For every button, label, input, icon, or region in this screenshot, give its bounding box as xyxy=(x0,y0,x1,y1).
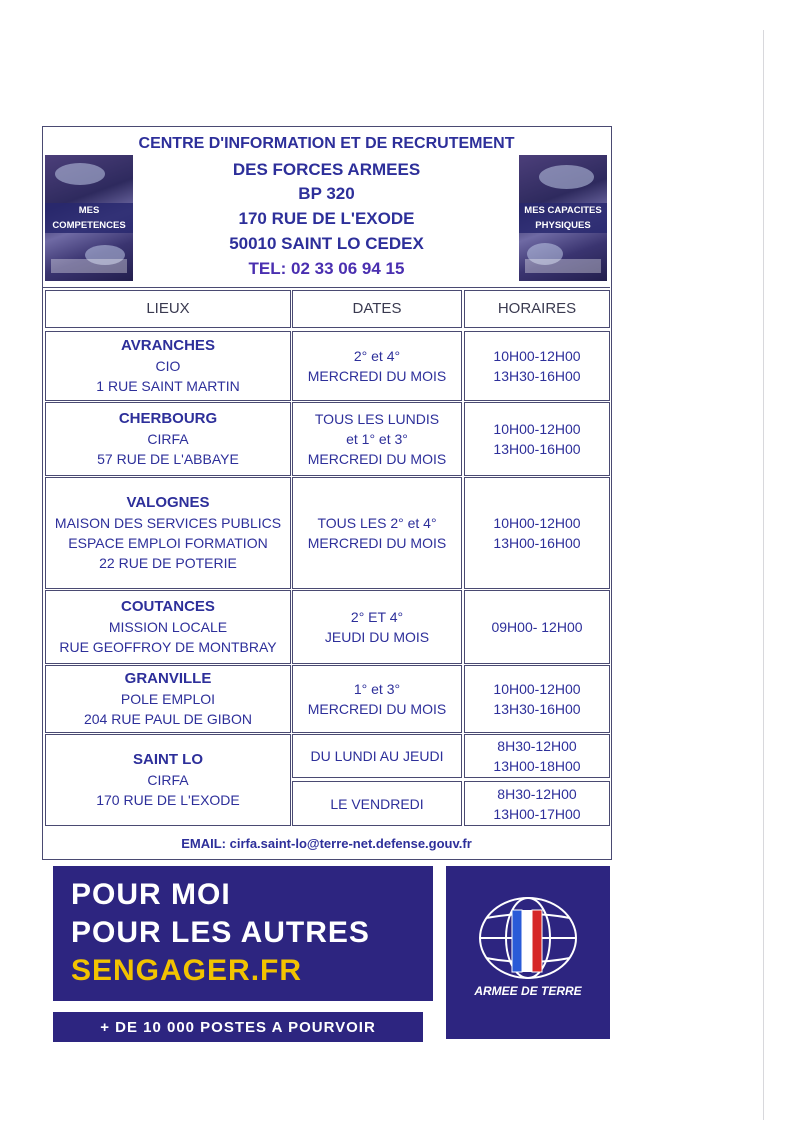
hours-line: 13H00-16H00 xyxy=(493,441,581,457)
table-row-hours xyxy=(464,734,610,778)
hours-line: 09H00- 12H00 xyxy=(491,619,583,635)
location-name: SAINT LO xyxy=(133,751,203,768)
location-address: 204 RUE PAUL DE GIBON xyxy=(83,711,253,727)
armee-de-terre-logo xyxy=(446,866,610,1039)
date-line: 2° ET 4° xyxy=(350,609,404,625)
email-line: EMAIL: cirfa.saint-lo@terre-net.defense.gouv.fr xyxy=(181,835,472,851)
table-row-location xyxy=(45,477,291,589)
table-row-dates xyxy=(292,781,462,826)
table-row-dates xyxy=(292,590,462,664)
date-line: MERCREDI DU MOIS xyxy=(307,701,447,717)
table-row-location xyxy=(45,734,291,826)
table-row-dates xyxy=(292,665,462,733)
hours-line: 8H30-12H00 xyxy=(497,785,577,802)
location-name: VALOGNES xyxy=(126,494,210,511)
header-street: 170 RUE DE L'EXODE xyxy=(238,209,415,228)
location-name: AVRANCHES xyxy=(121,337,215,354)
location-name: GRANVILLE xyxy=(124,670,212,687)
table-row-dates xyxy=(292,402,462,476)
hours-line: 10H00-12H00 xyxy=(493,515,581,531)
header xyxy=(43,127,610,288)
table-row-location xyxy=(45,402,291,476)
table-row-dates xyxy=(292,734,462,778)
table-row-hours xyxy=(464,590,610,664)
location-place: CIO xyxy=(155,358,181,374)
hours-line: 13H30-16H00 xyxy=(493,368,581,384)
date-line: 2° et 4° xyxy=(353,348,401,364)
col-header-dates: DATES xyxy=(292,290,462,328)
hours-line: 13H30-16H00 xyxy=(493,701,581,717)
date-line: LE VENDREDI xyxy=(330,795,424,812)
table-row-location xyxy=(45,331,291,401)
date-line: MERCREDI DU MOIS xyxy=(307,535,447,551)
table-row-location xyxy=(45,590,291,664)
hours-line: 8H30-12H00 xyxy=(497,738,577,754)
recruitment-card xyxy=(42,126,612,860)
table-row-dates xyxy=(292,331,462,401)
location-address: 22 RUE DE POTERIE xyxy=(99,555,237,571)
hours-line: 13H00-16H00 xyxy=(493,535,581,551)
date-line: DU LUNDI AU JEUDI xyxy=(310,748,444,764)
table-row-location xyxy=(45,665,291,733)
location-place-2: ESPACE EMPLOI FORMATION xyxy=(68,535,268,551)
hours-line: 10H00-12H00 xyxy=(493,421,581,437)
globe-flag-icon xyxy=(446,866,610,1039)
positions-strip: + DE 10 000 POSTES A POURVOIR xyxy=(53,1012,423,1042)
banner-site-link: SENGAGER.FR xyxy=(71,954,303,987)
date-line: TOUS LES LUNDIS xyxy=(314,411,440,427)
location-place: MISSION LOCALE xyxy=(108,619,228,635)
header-city: 50010 SAINT LO CEDEX xyxy=(229,234,424,253)
poster-right-caption: MES CAPACITES PHYSIQUES xyxy=(519,203,607,233)
date-line: MERCREDI DU MOIS xyxy=(307,451,447,467)
header-phone: TEL: 02 33 06 94 15 xyxy=(248,259,405,278)
table-row-hours xyxy=(464,781,610,826)
hours-line: 10H00-12H00 xyxy=(493,348,581,364)
header-bp: BP 320 xyxy=(298,184,355,203)
location-name: CHERBOURG xyxy=(118,410,218,427)
header-title: CENTRE D'INFORMATION ET DE RECRUTEMENT xyxy=(138,135,515,152)
date-line: 1° et 3° xyxy=(353,681,401,697)
hours-line: 13H00-18H00 xyxy=(493,758,581,774)
hours-line: 13H00-17H00 xyxy=(493,805,581,822)
location-address: RUE GEOFFROY DE MONTBRAY xyxy=(59,639,277,655)
location-place: CIRFA xyxy=(147,431,189,447)
banner-line-2: POUR LES AUTRES xyxy=(71,916,370,949)
table-row-hours xyxy=(464,402,610,476)
hours-line: 10H00-12H00 xyxy=(493,681,581,697)
date-line: JEUDI DU MOIS xyxy=(324,629,430,645)
location-name: COUTANCES xyxy=(121,598,215,615)
location-place: CIRFA xyxy=(147,772,189,788)
date-line: TOUS LES 2° et 4° xyxy=(317,515,437,531)
table-row-hours xyxy=(464,331,610,401)
location-place: MAISON DES SERVICES PUBLICS xyxy=(54,515,282,531)
page-edge-line xyxy=(763,30,764,1120)
poster-left-caption: MES COMPETENCES xyxy=(45,203,133,233)
location-address: 170 RUE DE L'EXODE xyxy=(96,792,240,808)
table-row-hours xyxy=(464,477,610,589)
col-header-horaires: HORAIRES xyxy=(464,290,610,328)
location-address: 1 RUE SAINT MARTIN xyxy=(96,378,240,394)
logo-text: ARMEE DE TERRE xyxy=(474,984,582,998)
recruitment-banner xyxy=(53,866,433,1001)
date-line: MERCREDI DU MOIS xyxy=(307,368,447,384)
date-line: et 1° et 3° xyxy=(346,431,408,447)
table-row-dates xyxy=(292,477,462,589)
banner-line-1: POUR MOI xyxy=(71,878,231,911)
location-place: POLE EMPLOI xyxy=(120,691,216,707)
table-row-hours xyxy=(464,665,610,733)
header-subtitle: DES FORCES ARMEES xyxy=(232,160,421,179)
col-header-lieux: LIEUX xyxy=(45,290,291,328)
location-address: 57 RUE DE L'ABBAYE xyxy=(97,451,239,467)
